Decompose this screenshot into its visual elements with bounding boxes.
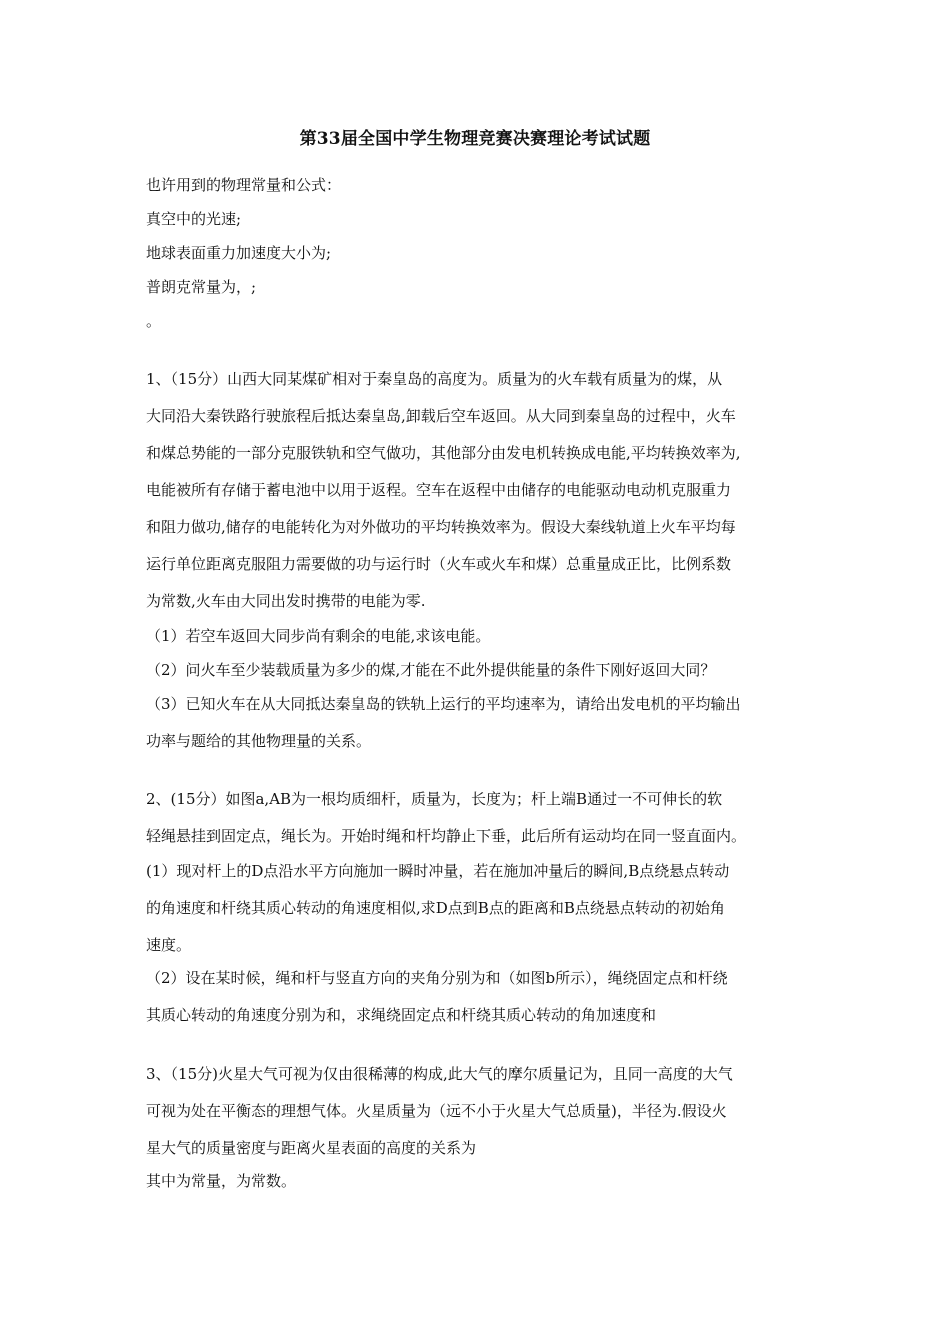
problem1-question: （2）问火车至少装载质量为多少的煤,才能在不此外提供能量的条件下刚好返回大同？ bbox=[146, 661, 716, 679]
page-title: 第33届全国中学生物理竞赛决赛理论考试试题 bbox=[299, 129, 651, 149]
problem1-line: 1、（15分）山西大同某煤矿相对于秦皇岛的高度为。质量为的火车载有质量为的煤，从 bbox=[146, 370, 723, 388]
problem3-line: 可视为处在平衡态的理想气体。火星质量为（远不小于火星大气总质量)，半径为.假设火 bbox=[146, 1102, 727, 1120]
problem2-line: 的角速度和杆绕其质心转动的角速度相似,求D点到B点的距离和B点绕悬点转动的初始角 bbox=[146, 899, 725, 917]
problem2-line: 其质心转动的角速度分别为和，求绳绕固定点和杆绕其质心转动的角加速度和 bbox=[146, 1006, 657, 1024]
constant-line: 地球表面重力加速度大小为; bbox=[146, 244, 332, 262]
problem3-line: 星大气的质量密度与距离火星表面的高度的关系为 bbox=[146, 1139, 477, 1157]
problem1-question: （3）已知火车在从大同抵达秦皇岛的铁轨上运行的平均速率为，请给出发电机的平均输出 bbox=[146, 695, 741, 713]
problem1-line: 和煤总势能的一部分克服铁轨和空气做功，其他部分由发电机转换成电能,平均转换效率为, bbox=[146, 444, 741, 462]
problem1-line: 运行单位距离克服阻力需要做的功与运行时（火车或火车和煤）总重量成正比，比例系数 bbox=[146, 555, 732, 573]
problem1-line: 为常数,火车由大同出发时携带的电能为零. bbox=[146, 592, 426, 610]
constants-heading: 也许用到的物理常量和公式： bbox=[146, 176, 342, 194]
problem2-line: (1）现对杆上的D点沿水平方向施加一瞬时冲量，若在施加冲量后的瞬间,B点绕悬点转动 bbox=[146, 862, 730, 880]
problem1-question: 功率与题给的其他物理量的关系。 bbox=[146, 732, 372, 750]
problem3-line: 3、（15分)火星大气可视为仅由很稀薄的构成,此大气的摩尔质量记为，且同一高度的大气 bbox=[146, 1065, 733, 1083]
problem2-line: 速度。 bbox=[146, 936, 192, 954]
constant-line: 。 bbox=[146, 312, 162, 330]
problem1-question: （1）若空车返回大同步尚有剩余的电能,求该电能。 bbox=[146, 627, 491, 645]
problem1-line: 大同沿大秦铁路行驶旅程后抵达秦皇岛,卸载后空车返回。从大同到秦皇岛的过程中，火车 bbox=[146, 407, 736, 425]
constant-line: 普朗克常量为，; bbox=[146, 278, 257, 296]
problem3-line: 其中为常量，为常数。 bbox=[146, 1172, 297, 1190]
problem2-line: 轻绳悬挂到固定点，绳长为。开始时绳和杆均静止下垂，此后所有运动均在同一竖直面内。 bbox=[146, 827, 747, 845]
problem1-line: 电能被所有存储于蓄电池中以用于返程。空车在返程中由储存的电能驱动电动机克服重力 bbox=[146, 481, 732, 499]
problem1-line: 和阻力做功,储存的电能转化为对外做功的平均转换效率为。假设大秦线轨道上火车平均每 bbox=[146, 518, 736, 536]
problem2-line: （2）设在某时候，绳和杆与竖直方向的夹角分别为和（如图b所示），绳绕固定点和杆绕 bbox=[146, 969, 728, 987]
constant-line: 真空中的光速; bbox=[146, 210, 242, 228]
problem2-line: 2、(15分）如图a,AB为一根均质细杆，质量为，长度为；杆上端B通过一不可伸长的软 bbox=[146, 790, 723, 808]
